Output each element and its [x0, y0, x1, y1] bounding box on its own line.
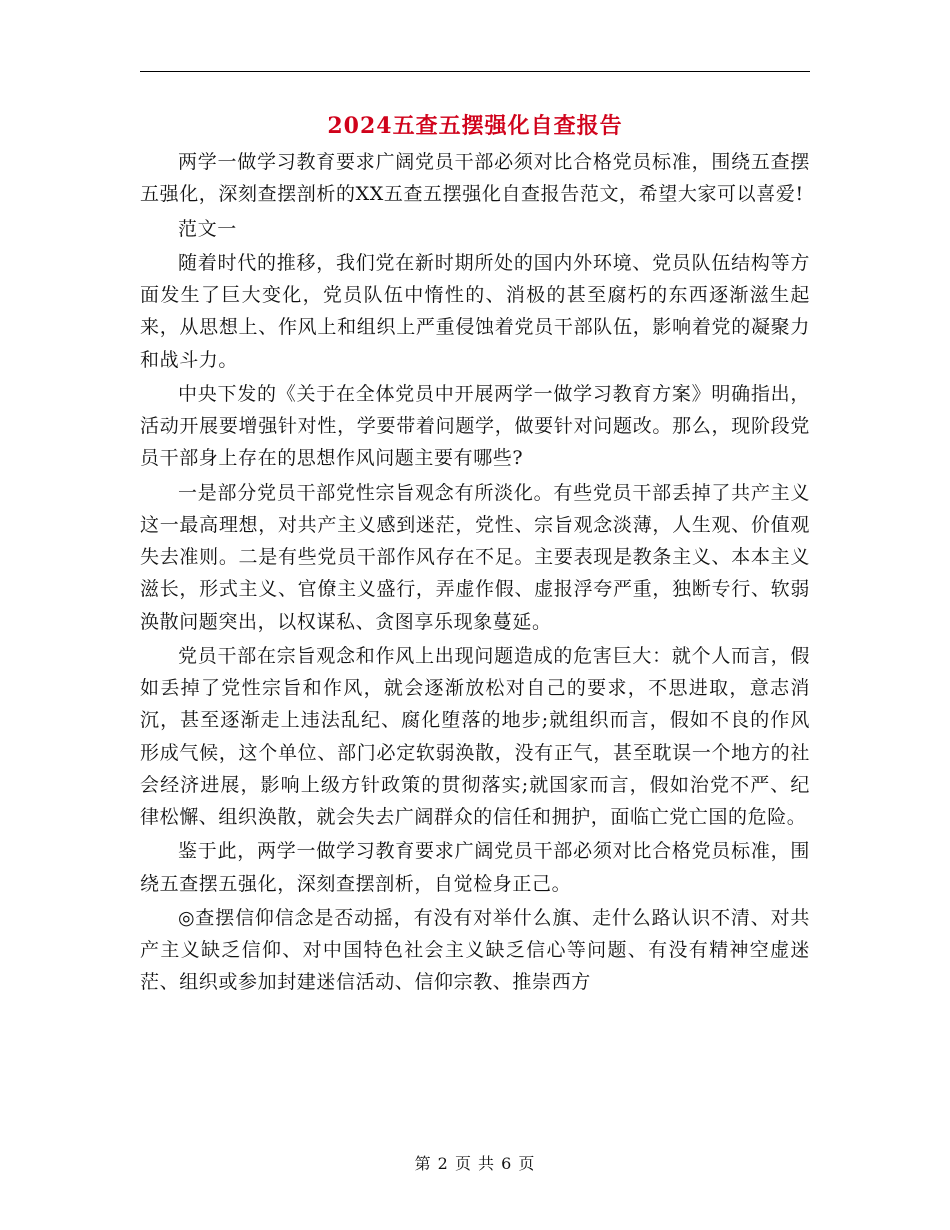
paragraph: 随着时代的推移，我们党在新时期所处的国内外环境、党员队伍结构等方面发生了巨大变化，党员队伍中惰性的、消极的甚至腐朽的东西逐渐滋生起来，从思想上、作风上和组织上严重侵蚀着党员干部队伍，影响着党的凝聚力和战斗力。: [140, 251, 810, 371]
header-rule: [140, 71, 810, 72]
document-title: 2024五查五摆强化自查报告: [327, 113, 623, 139]
paragraph: 一是部分党员干部党性宗旨观念有所淡化。有些党员干部丢掉了共产主义这一最高理想，对共产主义感到迷茫，党性、宗旨观念淡薄，人生观、价值观失去准则。二是有些党员干部作风存在不足。主要表现是教条主义、本本主义滋长，形式主义、官僚主义盛行，弄虚作假、虚报浮夸严重，独断专行、软弱涣散问题突出，以权谋私、贪图享乐现象蔓延。: [140, 481, 810, 633]
page-number-footer: 第 2 页 共 6 页: [414, 1154, 536, 1173]
paragraph-intro: 两学一做学习教育要求广阔党员干部必须对比合格党员标准，围绕五查摆五强化，深刻查摆剖析的XX五查五摆强化自查报告范文，希望大家可以喜爱!: [140, 151, 810, 206]
paragraph: 中央下发的《关于在全体党员中开展两学一做学习教育方案》明确指出，活动开展要增强针对性，学要带着问题学，做要针对问题改。那么，现阶段党员干部身上存在的思想作风问题主要有哪些?: [140, 382, 810, 470]
paragraph-bullet: ◎查摆信仰信念是否动摇，有没有对举什么旗、走什么路认识不清、对共产主义缺乏信仰、对中国特色社会主义缺乏信心等问题、有没有精神空虚迷茫、组织或参加封建迷信活动、信仰宗教、推崇西方: [140, 906, 810, 994]
document-body: [140, 146, 810, 1001]
paragraph: 鉴于此，两学一做学习教育要求广阔党员干部必须对比合格党员标准，围绕五查摆五强化，深刻查摆剖析，自觉检身正己。: [140, 840, 810, 895]
paragraph: 党员干部在宗旨观念和作风上出现问题造成的危害巨大：就个人而言，假如丢掉了党性宗旨和作风，就会逐渐放松对自己的要求，不思进取，意志消沉，甚至逐渐走上违法乱纪、腐化堕落的地步;就组织而言，假如不良的作风形成气候，这个单位、部门必定软弱涣散，没有正气，甚至耽误一个地方的社会经济进展，影响上级方针政策的贯彻落实;就国家而言，假如治党不严、纪律松懈、组织涣散，就会失去广阔群众的信任和拥护，面临亡党亡国的危险。: [140, 644, 810, 828]
paragraph-section-heading: 范文一: [178, 217, 237, 240]
